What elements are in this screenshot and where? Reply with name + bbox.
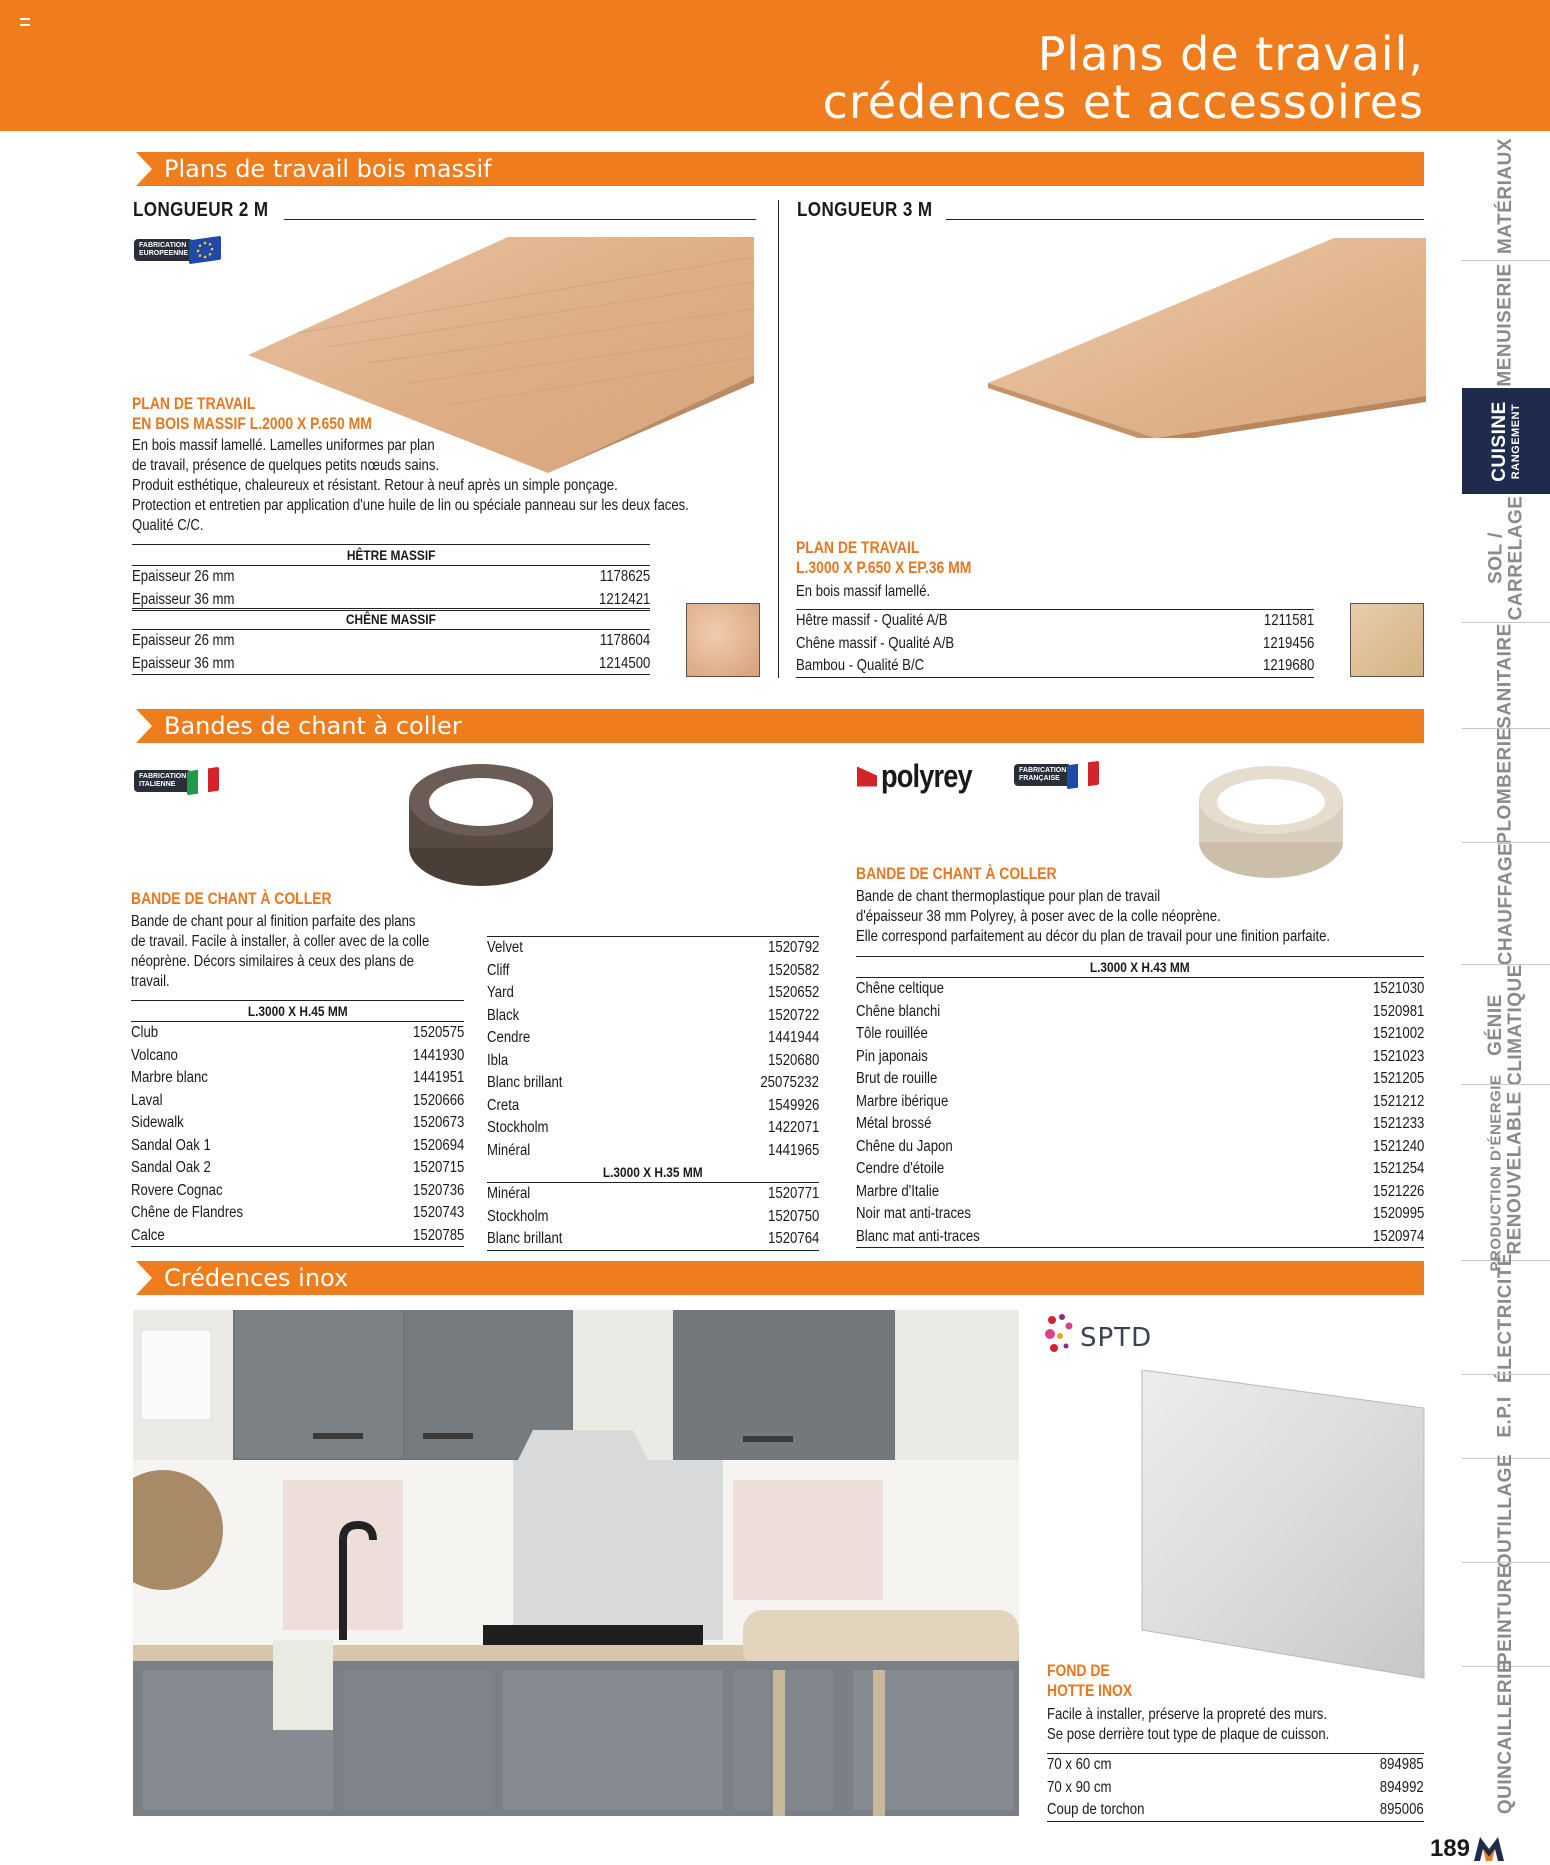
brand-logo-icon [1474, 1837, 1504, 1861]
product-desc-worktop-3m: En bois massif lamellé. [796, 583, 931, 600]
sptd-dots-icon [1042, 1312, 1078, 1364]
italy-flag-icon [187, 767, 219, 795]
table-row: Yard 1520652 [487, 982, 819, 1005]
table-row: Chêne du Japon 1521240 [856, 1135, 1424, 1158]
table-row: Noir mat anti-traces 1520995 [856, 1203, 1424, 1226]
section-title: Plans de travail bois massif [164, 155, 492, 183]
sidebar-tab-genie-climatique[interactable]: GÉNIE CLIMATIQUE [1462, 964, 1550, 1084]
sidebar-tab-sanitaire[interactable]: SANITAIRE [1462, 622, 1550, 728]
section-bar-edge-bands [136, 709, 1424, 743]
edge-band-roll-dark-image [406, 762, 556, 888]
table-row: Sandal Oak 1 1520694 [131, 1134, 464, 1157]
sidebar-tab-chauffage[interactable]: CHAUFFAGE [1462, 842, 1550, 964]
table-row: Marbre d'Italie 1521226 [856, 1180, 1424, 1203]
heading-rule [284, 219, 756, 220]
spec-table-worktop-2m-oak: CHÊNE MASSIF Epaisseur 26 mm 1178604 Epaisseur 36 mm 1214500 [132, 608, 650, 675]
title-line-2: crédences et accessoires [822, 75, 1424, 129]
menu-icon[interactable] [20, 18, 30, 26]
fabrication-badge-italy: FABRICATION ITALIENNE [134, 766, 219, 796]
sidebar-tab-outillage[interactable]: OUTILLAGE [1462, 1458, 1550, 1562]
fabrication-badge-eu: FABRICATION EUROPEENNE [134, 235, 221, 265]
table-row: Epaisseur 36 mm 1214500 [132, 652, 650, 675]
table-row: Chêne massif - Qualité A/B 1219456 [796, 632, 1314, 655]
sidebar-tab-menuiserie[interactable]: MENUISERIE [1462, 260, 1550, 388]
spec-table-edge-band-col1: L.3000 X H.45 MM Club 1520575 Volcano 1441930 Marbre blanc 1441951 Laval 1520666 Sidewalk 1520673 Sandal Oak 1 1520694 Sandal Oak 2 1520715 Rovere Cognac 1520736 Chêne de Flandres 1520743 Calce 1520785 [131, 1000, 464, 1247]
table-row: Ibla 1520680 [487, 1049, 819, 1072]
sidebar-tab-sol-carrelage[interactable]: SOL / CARRELAGE [1485, 495, 1526, 621]
chevron-icon [136, 152, 152, 186]
table-row: Epaisseur 26 mm 1178625 [132, 566, 650, 589]
page-title [822, 27, 1424, 129]
spec-table-worktop-2m: HÊTRE MASSIF Epaisseur 26 mm 1178625 Epaisseur 36 mm 1212421 [132, 544, 650, 611]
chevron-icon [136, 709, 152, 743]
table-row: Marbre ibérique 1521212 [856, 1090, 1424, 1113]
section-title: Crédences inox [164, 1264, 349, 1292]
table-row: Pin japonais 1521023 [856, 1045, 1424, 1068]
fabrication-badge-france: FABRICATION FRANÇAISE [1014, 760, 1099, 790]
wood-swatch-3m [1350, 603, 1424, 677]
table-row: Club 1520575 [131, 1022, 464, 1045]
table-row: Bambou - Qualité B/C 1219680 [796, 655, 1314, 678]
sidebar-tab-cuisine[interactable]: CUISINE RANGEMENT [1462, 388, 1550, 494]
column-divider [778, 200, 779, 678]
table-row: Rovere Cognac 1520736 [131, 1179, 464, 1202]
spec-table-edge-band-polyrey: L.3000 X H.43 MM Chêne celtique 1521030 Chêne blanchi 1520981 Tôle rouillée 1521002 Pin japonais 1521023 Brut de rouille 1521205 Marbre ibérique 1521212 Métal brossé 1521233 Chêne du Japon 1521240 Cendre d'étoile 1521254 Marbre d'Italie 1521226 Noir mat anti-traces 1520995 Blanc mat anti-traces 1520974 [856, 956, 1424, 1248]
section-title: Bandes de chant à coller [164, 712, 462, 740]
table-row: Brut de rouille 1521205 [856, 1068, 1424, 1091]
spec-table-splashback [1047, 1753, 1424, 1822]
product-title-edge-band-right: BANDE DE CHANT À COLLER [856, 864, 1057, 883]
table-row: Chêne blanchi 1520981 [856, 1000, 1424, 1023]
polyrey-mark-icon [857, 767, 877, 787]
product-desc-worktop-2m: En bois massif lamellé. Lamelles uniformes par plan de travail, présence de quelques petits nœuds sains. Produit esthétique, chaleureux et résistant. Retour à neuf après un simple ponçage. Protection et entretien par application d'une huile de lin ou spéciale panneau sur les deux faces. Qualité C/C. [132, 437, 689, 534]
product-desc-edge-band-right: Bande de chant thermoplastique pour plan de travail d'épaisseur 38 mm Polyrey, à poser avec de la colle néoprène. Elle correspond parfaitement au décor du plan de travail pour une finition parfaite. [856, 888, 1331, 945]
section-bar-splashbacks [136, 1261, 1424, 1295]
product-title-splashback: FOND DE HOTTE INOX [1047, 1661, 1133, 1700]
page-number: 189 [1429, 1835, 1470, 1862]
polyrey-logo: polyrey [857, 758, 988, 795]
stainless-splashback-image [1140, 1370, 1426, 1680]
product-title-worktop-3m: PLAN DE TRAVAIL L.3000 X P.650 X EP.36 MM [796, 538, 972, 577]
heading-rule [946, 219, 1424, 220]
table-row: Tôle rouillée 1521002 [856, 1023, 1424, 1046]
table-row: Cendre d'étoile 1521254 [856, 1158, 1424, 1181]
sidebar-tab-production-energie[interactable]: PRODUCTION D'ÉNERGIE RENOUVELABLE [1462, 1084, 1550, 1260]
sidebar-tab-materiaux[interactable]: MATÉRIAUX [1495, 137, 1517, 255]
table-row: Hêtre massif - Qualité A/B 1211581 [796, 610, 1314, 633]
product-title-worktop-2m: PLAN DE TRAVAIL EN BOIS MASSIF L.2000 X P.650 MM [132, 394, 372, 433]
length-heading-2m: LONGUEUR 2 M [133, 199, 269, 221]
chevron-icon [136, 1261, 152, 1295]
spec-table-worktop-3m [796, 609, 1314, 678]
table-row: Black 1520722 [487, 1004, 819, 1027]
sidebar-tab-electricite[interactable]: ÉLECTRICITÉ [1462, 1260, 1550, 1374]
sidebar-tab-epi[interactable]: E.P.I [1462, 1374, 1550, 1458]
wood-swatch-2m [686, 603, 760, 677]
kitchen-photo [133, 1310, 1019, 1816]
table-row: Chêne celtique 1521030 [856, 978, 1424, 1001]
france-flag-icon [1067, 761, 1099, 789]
length-heading-3m: LONGUEUR 3 M [797, 199, 933, 221]
table-row: Volcano 1441930 [131, 1044, 464, 1067]
product-title-edge-band-left: BANDE DE CHANT À COLLER [131, 889, 332, 908]
table-row: Coup de torchon 895006 [1047, 1799, 1424, 1822]
page-header [0, 0, 1550, 131]
spec-table-edge-band-col2: Velvet 1520792 Cliff 1520582 Yard 1520652 Black 1520722 Cendre 1441944 Ibla 1520680 Blanc brillant 25075232 Creta 1549926 Stockholm 1422071 Minéral 1441965 L.3000 X H.35 MM Minéral 1520771 Stockholm 1520750 Blanc brillant 1520764 [487, 936, 819, 1251]
sidebar-tab-quincaillerie[interactable]: QUINCAILLERIE [1462, 1666, 1550, 1806]
edge-band-roll-light-image [1195, 762, 1347, 882]
table-row: Laval 1520666 [131, 1089, 464, 1112]
worktop-3m-image [988, 238, 1426, 438]
sptd-logo: SPTD [1042, 1312, 1152, 1364]
table-row: 70 x 90 cm 894992 [1047, 1776, 1424, 1799]
table-row: Calce 1520785 [131, 1224, 464, 1247]
sidebar-tab-plomberie[interactable]: PLOMBERIE [1462, 728, 1550, 842]
table-row: Sidewalk 1520673 [131, 1112, 464, 1135]
table-row: Blanc mat anti-traces 1520974 [856, 1225, 1424, 1248]
table-row: Minéral 1441965 [487, 1139, 819, 1162]
sidebar-tab-peinture[interactable]: PEINTURE [1462, 1562, 1550, 1666]
table-row: Blanc brillant 1520764 [487, 1228, 819, 1251]
table-row: Epaisseur 36 mm 1212421 [132, 588, 650, 611]
table-row: Epaisseur 26 mm 1178604 [132, 630, 650, 653]
table-row: Stockholm 1520750 [487, 1205, 819, 1228]
table-row: Métal brossé 1521233 [856, 1113, 1424, 1136]
eu-flag-icon [189, 236, 221, 264]
table-row: Marbre blanc 1441951 [131, 1067, 464, 1090]
table-row: Blanc brillant 25075232 [487, 1072, 819, 1095]
table-row: Velvet 1520792 [487, 937, 819, 960]
table-row: Stockholm 1422071 [487, 1117, 819, 1140]
product-desc-splashback: Facile à installer, préserve la propreté des murs. Se pose derrière tout type de plaque de cuisson. [1047, 1706, 1330, 1743]
section-bar-worktops [136, 152, 1424, 186]
table-row: Cliff 1520582 [487, 959, 819, 982]
product-desc-edge-band-left: Bande de chant pour al finition parfaite des plans de travail. Facile à installer, à coller avec de la colle néoprène. Décors similaires à ceux des plans de travail. [131, 913, 430, 990]
table-row: Creta 1549926 [487, 1094, 819, 1117]
table-row: 70 x 60 cm 894985 [1047, 1754, 1424, 1777]
table-row: Sandal Oak 2 1520715 [131, 1157, 464, 1180]
title-line-1: Plans de travail, [1037, 27, 1424, 81]
table-row: Chêne de Flandres 1520743 [131, 1202, 464, 1225]
table-row: Cendre 1441944 [487, 1027, 819, 1050]
table-row: Minéral 1520771 [487, 1183, 819, 1206]
